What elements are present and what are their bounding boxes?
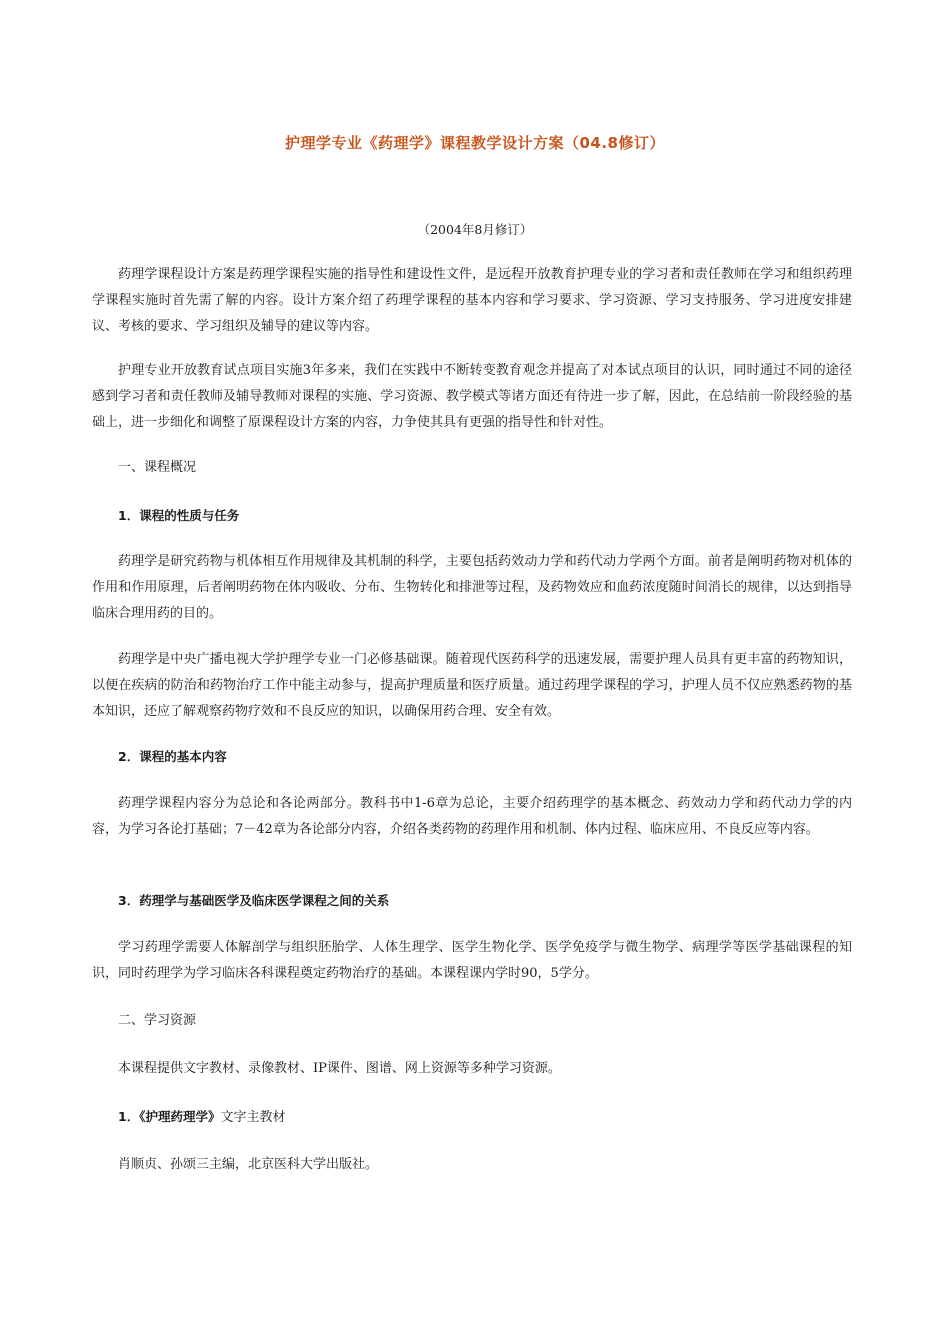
intro-paragraph-1: 药理学课程设计方案是药理学课程实施的指导性和建设性文件，是远程开放教育护理专业的学习者和责任教师在学习和组织药理学课程实施时首先需了解的内容。设计方案介绍了药理学课程的基本内容和学习要求、学习资源、学习支持服务、学习进度安排建议、考核的要求、学习组织及辅导的建议等内容。	[92, 267, 852, 334]
subsection-heading-content: 2．课程的基本内容	[118, 749, 227, 764]
paragraph-nature-2: 药理学是中央广播电视大学护理学专业一门必修基础课。随着现代医药科学的迅速发展，需要护理人员具有更丰富的药物知识，以便在疾病的防治和药物治疗工作中能主动参与，提高护理质量和医疗质量。通过药理学课程的学习，护理人员不仅应熟悉药物的基本知识，还应了解观察药物疗效和不良反应的知识，以确保用药合理、安全有效。	[92, 652, 852, 719]
document-title: 护理学专业《药理学》课程教学设计方案（04.8修订）	[284, 134, 665, 152]
resource-item-1-heading	[118, 1104, 285, 1131]
subsection-heading-nature: 1．课程的性质与任务	[118, 508, 240, 523]
section-heading-resources: 二、学习资源	[118, 1013, 197, 1028]
paragraph-relations: 学习药理学需要人体解剖学与组织胚胎学、人体生理学、医学生物化学、医学免疫学与微生物学、病理学等医学基础课程的知识，同时药理学为学习临床各科课程奠定药物治疗的基础。本课程课内学时90，5学分。	[92, 940, 852, 981]
resource-item-1-suffix: 文字主教材	[220, 1110, 286, 1125]
section-heading-overview: 一、课程概况	[118, 460, 197, 475]
intro-paragraph-2: 护理专业开放教育试点项目实施3年多来，我们在实践中不断转变教育观念并提高了对本试点项目的认识，同时通过不同的途径感到学习者和责任教师及辅导教师对课程的实施、学习资源、教学模式等诸方面还有待进一步了解，因此，在总结前一阶段经验的基础上，进一步细化和调整了原课程设计方案的内容，力争使其具有更强的指导性和针对性。	[92, 363, 852, 430]
paragraph-nature-1: 药理学是研究药物与机体相互作用规律及其机制的科学，主要包括药效动力学和药代动力学两个方面。前者是阐明药物对机体的作用和作用原理，后者阐明药物在体内吸收、分布、生物转化和排泄等过程，及药物效应和血药浓度随时间消长的规律，以达到指导临床合理用药的目的。	[92, 554, 852, 621]
resource-item-1-number: 1．	[118, 1109, 140, 1124]
resource-item-1-editors: 肖顺贞、孙颂三主编，北京医科大学出版社。	[118, 1157, 379, 1172]
revision-date: （2004年8月修订）	[417, 222, 533, 237]
paragraph-content: 药理学课程内容分为总论和各论两部分。教科书中1-6章为总论，主要介绍药理学的基本概念、药效动力学和药代动力学的内容，为学习各论打基础；7－42章为各论部分内容，介绍各类药物的药理作用和机制、体内过程、临床应用、不良反应等内容。	[92, 796, 852, 837]
subsection-heading-relations: 3．药理学与基础医学及临床医学课程之间的关系	[118, 893, 390, 908]
paragraph-resources-intro: 本课程提供文字教材、录像教材、IP课件、图谱、网上资源等多种学习资源。	[118, 1061, 561, 1076]
resource-item-1-book: 《护理药理学》	[139, 1109, 221, 1124]
